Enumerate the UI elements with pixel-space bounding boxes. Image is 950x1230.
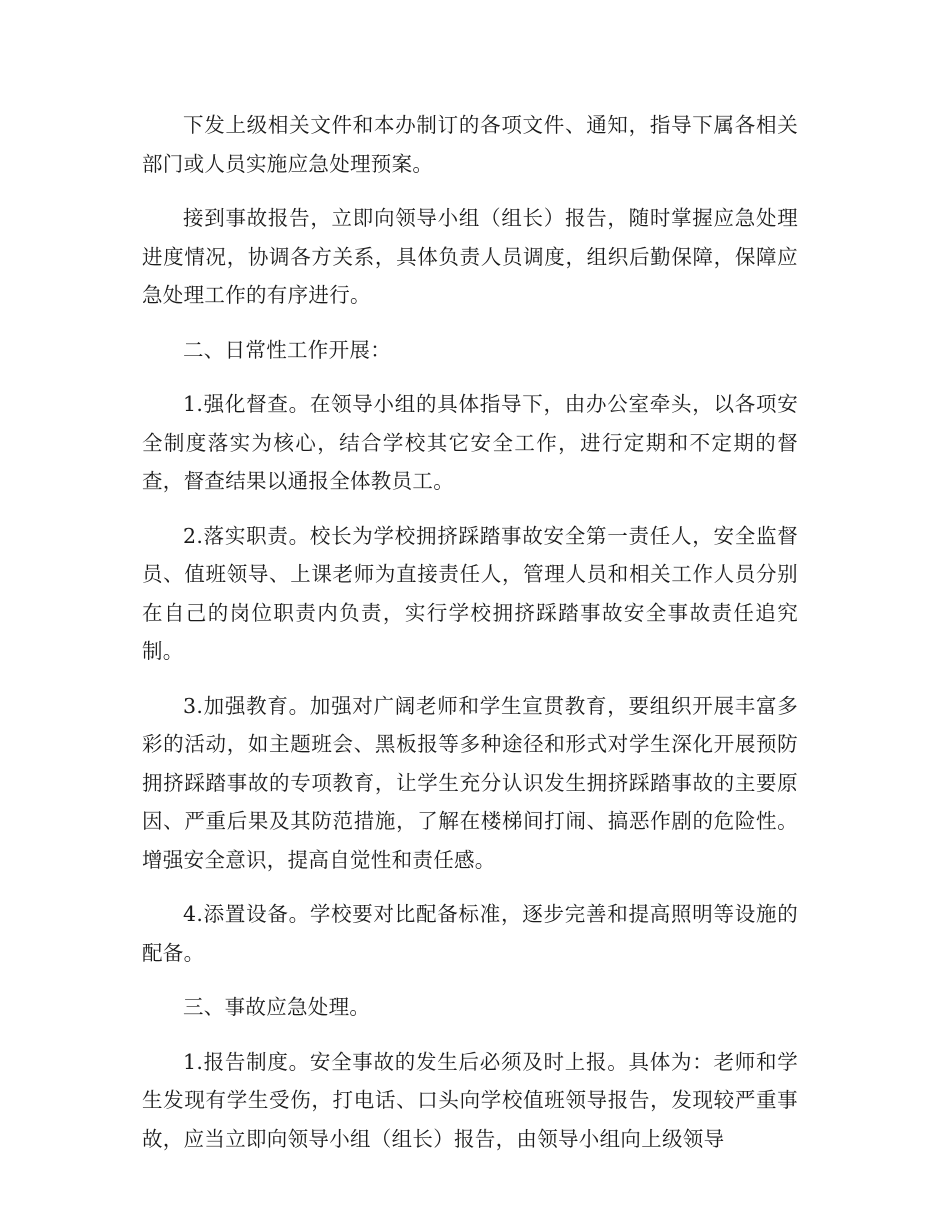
document-body <box>142 106 798 1174</box>
paragraph-strengthen-supervision: 1.强化督查。在领导小组的具体指导下，由办公室牵头，以各项安全制度落实为核心，结合学校其它安全工作，进行定期和不定期的督查，督查结果以通报全体教员工。 <box>142 392 798 493</box>
section-heading-daily-work: 二、日常性工作开展： <box>183 337 391 362</box>
paragraph-reporting-system: 1.报告制度。安全事故的发生后必须及时上报。具体为：老师和学生发现有学生受伤，打电话、口头向学校值班领导报告，发现较严重事故，应当立即向领导小组（组长）报告，由领导小组向上级领导 <box>142 1049 798 1151</box>
paragraph-distribute-documents: 下发上级相关文件和本办制订的各项文件、通知，指导下属各相关部门或人员实施应急处理预案。 <box>142 113 798 176</box>
paragraph-add-equipment: 4.添置设备。学校要对比配备标准，逐步完善和提高照明等设施的配备。 <box>142 902 798 965</box>
section-heading-emergency-handling: 三、事故应急处理。 <box>183 995 371 1019</box>
paragraph-strengthen-education: 3.加强教育。加强对广阔老师和学生宣贯教育，要组织开展丰富多彩的活动，如主题班会、黑板报等多种途径和形式对学生深化开展预防拥挤踩踏事故的专项教育，让学生充分认识发生拥挤踩踏事故的主要原因、严重后果及其防范措施，了解在楼梯间打闹、搞恶作剧的危险性。增强安全意识，提高自觉性和责任感。 <box>142 693 798 872</box>
paragraph-implement-duties: 2.落实职责。校长为学校拥挤踩踏事故安全第一责任人，安全监督员、值班领导、上课老师为直接责任人，管理人员和相关工作人员分别在自己的岗位职责内负责，实行学校拥挤踩踏事故安全事故责任追究制。 <box>142 523 798 663</box>
paragraph-accident-report: 接到事故报告，立即向领导小组（组长）报告，随时掌握应急处理进度情况，协调各方关系，具体负责人员调度，组织后勤保障，保障应急处理工作的有序进行。 <box>142 206 798 307</box>
